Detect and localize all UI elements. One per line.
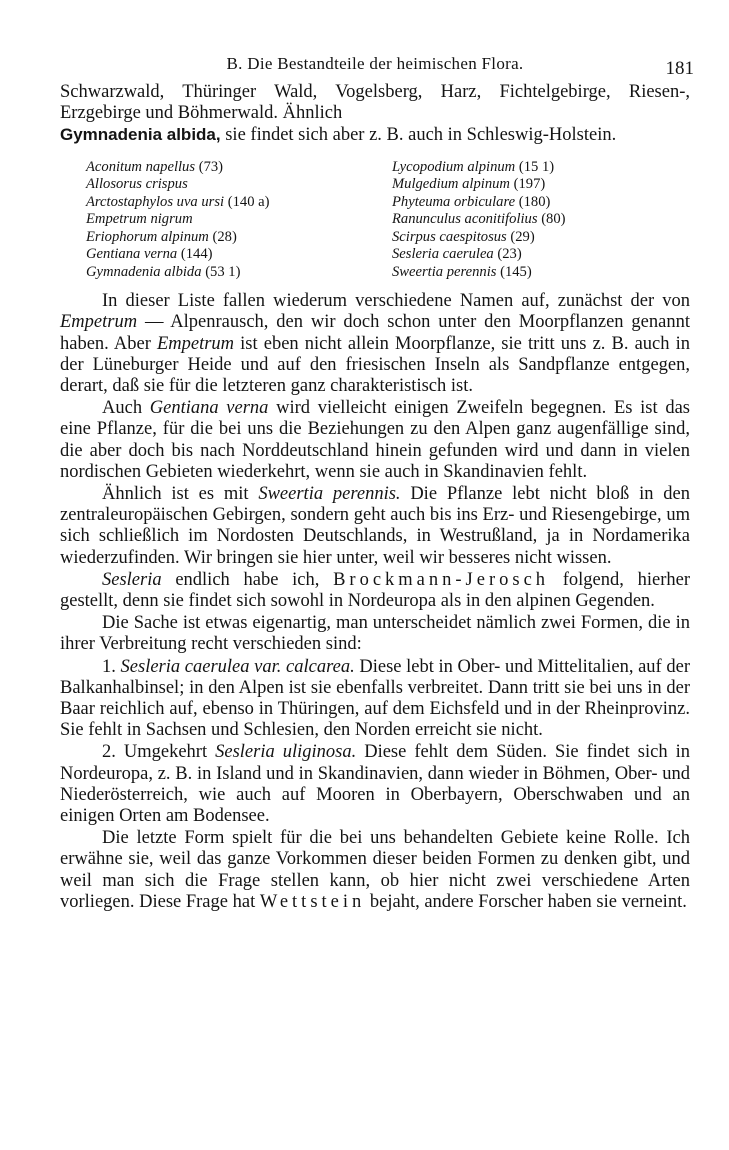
species-list-item [392, 159, 566, 177]
species-list-item [392, 194, 566, 212]
species-name: Scirpus caespitosus [392, 228, 507, 245]
text-run: Ähnlich ist es mit [102, 483, 259, 504]
species-name: Empetrum [60, 312, 138, 333]
species-name: Gentiana verna [86, 246, 178, 263]
author-name: Brockmann-Jerosch [333, 569, 550, 590]
species-list-item [392, 229, 566, 247]
species-reference-number: (180) [518, 193, 551, 210]
paragraph-gentiana [60, 398, 690, 483]
species-name: Arctostaphylos uva ursi [86, 193, 225, 210]
paragraph-conclusion [60, 828, 690, 913]
species-name: Sesleria [102, 569, 162, 590]
species-list-item [86, 264, 392, 282]
text-run: endlich habe ich, [161, 569, 334, 590]
species-list-item [392, 211, 566, 229]
species-reference-number: (80) [541, 211, 566, 228]
list-number: 1. [102, 656, 121, 677]
species-list-item [86, 211, 392, 229]
paragraph-forms [60, 613, 690, 655]
species-name: Gentiana verna [149, 398, 269, 419]
text-run: folgend, hierher gestellt, denn sie findet sich sowohl in Nordeuropa als in den alpinen Gegenden. [60, 569, 690, 611]
running-title: B. Die Bestandteile der heimischen Flora. [226, 54, 524, 73]
species-list-item [86, 229, 392, 247]
text-run: Die letzte Form spielt für die bei uns behandelten Gebiete keine Rolle. Ich erwähne sie, weil das ganze Vorkommen dieser beiden Formen zu denken gibt, und weil man sich die Frage stellen kann, ob hier nicht zwei verschiedene Arten vorliegen. Diese Frage hat [60, 828, 690, 912]
species-reference-number: (140 a) [227, 193, 270, 210]
species-name: Sesleria caerulea var. calcarea. [120, 656, 355, 677]
paragraph-calcarea [60, 657, 690, 742]
species-name: Aconitum napellus [86, 158, 196, 175]
species-list-item [392, 176, 566, 194]
species-column-right [392, 159, 566, 282]
species-reference-number: (28) [212, 228, 237, 245]
intro-text-end: sie findet sich aber z. B. auch in Schleswig-Holstein. [220, 125, 617, 146]
species-reference-number: (73) [198, 158, 224, 175]
species-list-item [86, 176, 392, 194]
species-list [86, 159, 690, 282]
species-name: Gymnadenia albida [86, 263, 202, 280]
species-name: Phyteuma orbiculare [392, 193, 516, 210]
species-list-item [86, 246, 392, 264]
text-run: ist eben nicht allein Moorpflanze, sie tritt uns z. B. auch in der Lüneburger Heide und auf den friesischen Inseln als Sandpflanze entgegen, derart, daß sie für die letzteren ganz charakteristisch ist. [60, 333, 690, 396]
species-name: Empetrum [156, 333, 235, 354]
species-name: Sesleria uliginosa. [215, 742, 357, 763]
species-list-item [86, 194, 392, 212]
species-list-item [392, 246, 566, 264]
species-reference-number: (197) [513, 176, 546, 193]
paragraph-sweertia [60, 484, 690, 569]
text-run: bejaht, andere Forscher haben sie verneint. [365, 891, 687, 912]
species-reference-number: (53 1) [205, 263, 241, 280]
text-run: Die Pflanze lebt nicht bloß in den zentraleuropäischen Gebirgen, sondern geht auch bis ins Erz- und Riesengebirge, um sich schließlich im Nordosten Deutschlands, in Westrußland, ja in Nordamerika wiederzufinden. Wir bringen sie hier unter, weil wir besseres nicht wissen. [60, 483, 690, 568]
text-run: 2. Umgekehrt [102, 742, 216, 763]
species-column-left [86, 159, 392, 282]
species-name: Lycopodium alpinum [392, 158, 516, 175]
page-number: 181 [665, 58, 694, 79]
species-name: Sweertia perennis [392, 263, 497, 280]
species-name: Ranunculus aconitifolius [392, 211, 538, 228]
text-run: In dieser Liste fallen wiederum verschiedene Namen auf, zunächst der von [102, 291, 690, 312]
paragraph-uliginosa [60, 742, 690, 827]
species-reference-number: (23) [497, 246, 522, 263]
species-reference-number: (145) [500, 263, 532, 280]
text-run: Diese fehlt dem Süden. Sie findet sich in Nordeuropa, z. B. in Island und in Skandinavien, dann wieder in Böhmen, Ober- und Niederösterreich, wie auch auf Mooren in Oberbayern, Oberschwaben und an einigen Orten am Bodensee. [60, 742, 690, 826]
author-name: Wettstein [259, 891, 366, 912]
species-name: Allosorus crispus [86, 176, 188, 193]
text-run: wird vielleicht einigen Zweifeln begegnen. Es ist das eine Pflanze, für die bei uns die Beziehungen zu den Alpen ganz augenfällige sind, die aber doch bis nach Norddeutschland hinein gefunden wird und dann in vielen nordischen Gebieten wiederkehrt, wenn sie auch in Skandinavien fehlt. [60, 398, 690, 482]
book-page [60, 48, 694, 913]
species-name: Mulgedium alpinum [392, 176, 510, 193]
species-list-item [86, 159, 392, 177]
species-reference-number: (144) [180, 246, 213, 263]
intro-text: Schwarzwald, Thüringer Wald, Vogelsberg, Harz, Fichtelgebirge, Riesen-, Erzgebirge und Böhmerwald. Ähnlich [60, 82, 690, 124]
species-list-item [392, 264, 566, 282]
species-reference-number: (15 1) [518, 158, 555, 175]
highlighted-species: Gymnadenia albida, [60, 125, 221, 145]
text-run: Die Sache ist etwas eigenartig, man unterscheidet nämlich zwei Formen, die in ihrer Verbreitung recht verschieden sind: [60, 613, 690, 655]
species-name: Sweertia perennis. [258, 483, 401, 504]
text-run: Diese lebt in Ober- und Mittelitalien, auf der Balkanhalbinsel; in den Alpen ist sie ebenfalls verbreitet. Dann tritt sie bei uns in der Baar reichlich auf, ebenso in Thüringen, auf dem Eichsfeld und in der Rheinprovinz. Sie fehlt in Sachsen und Schlesien, den Norden erreicht sie nicht. [60, 656, 690, 741]
page-header [60, 48, 694, 82]
text-run: Auch [102, 398, 150, 419]
species-name: Sesleria caerulea [392, 246, 494, 263]
species-name: Eriophorum alpinum [86, 228, 209, 245]
species-reference-number: (29) [510, 228, 535, 245]
intro-paragraph [60, 82, 690, 147]
species-name: Empetrum nigrum [86, 211, 193, 228]
paragraph-empetrum [60, 291, 690, 397]
text-run: — Alpenrausch, den wir doch schon unter den Moorpflanzen genannt haben. Aber [60, 312, 690, 354]
paragraph-sesleria [60, 570, 690, 612]
